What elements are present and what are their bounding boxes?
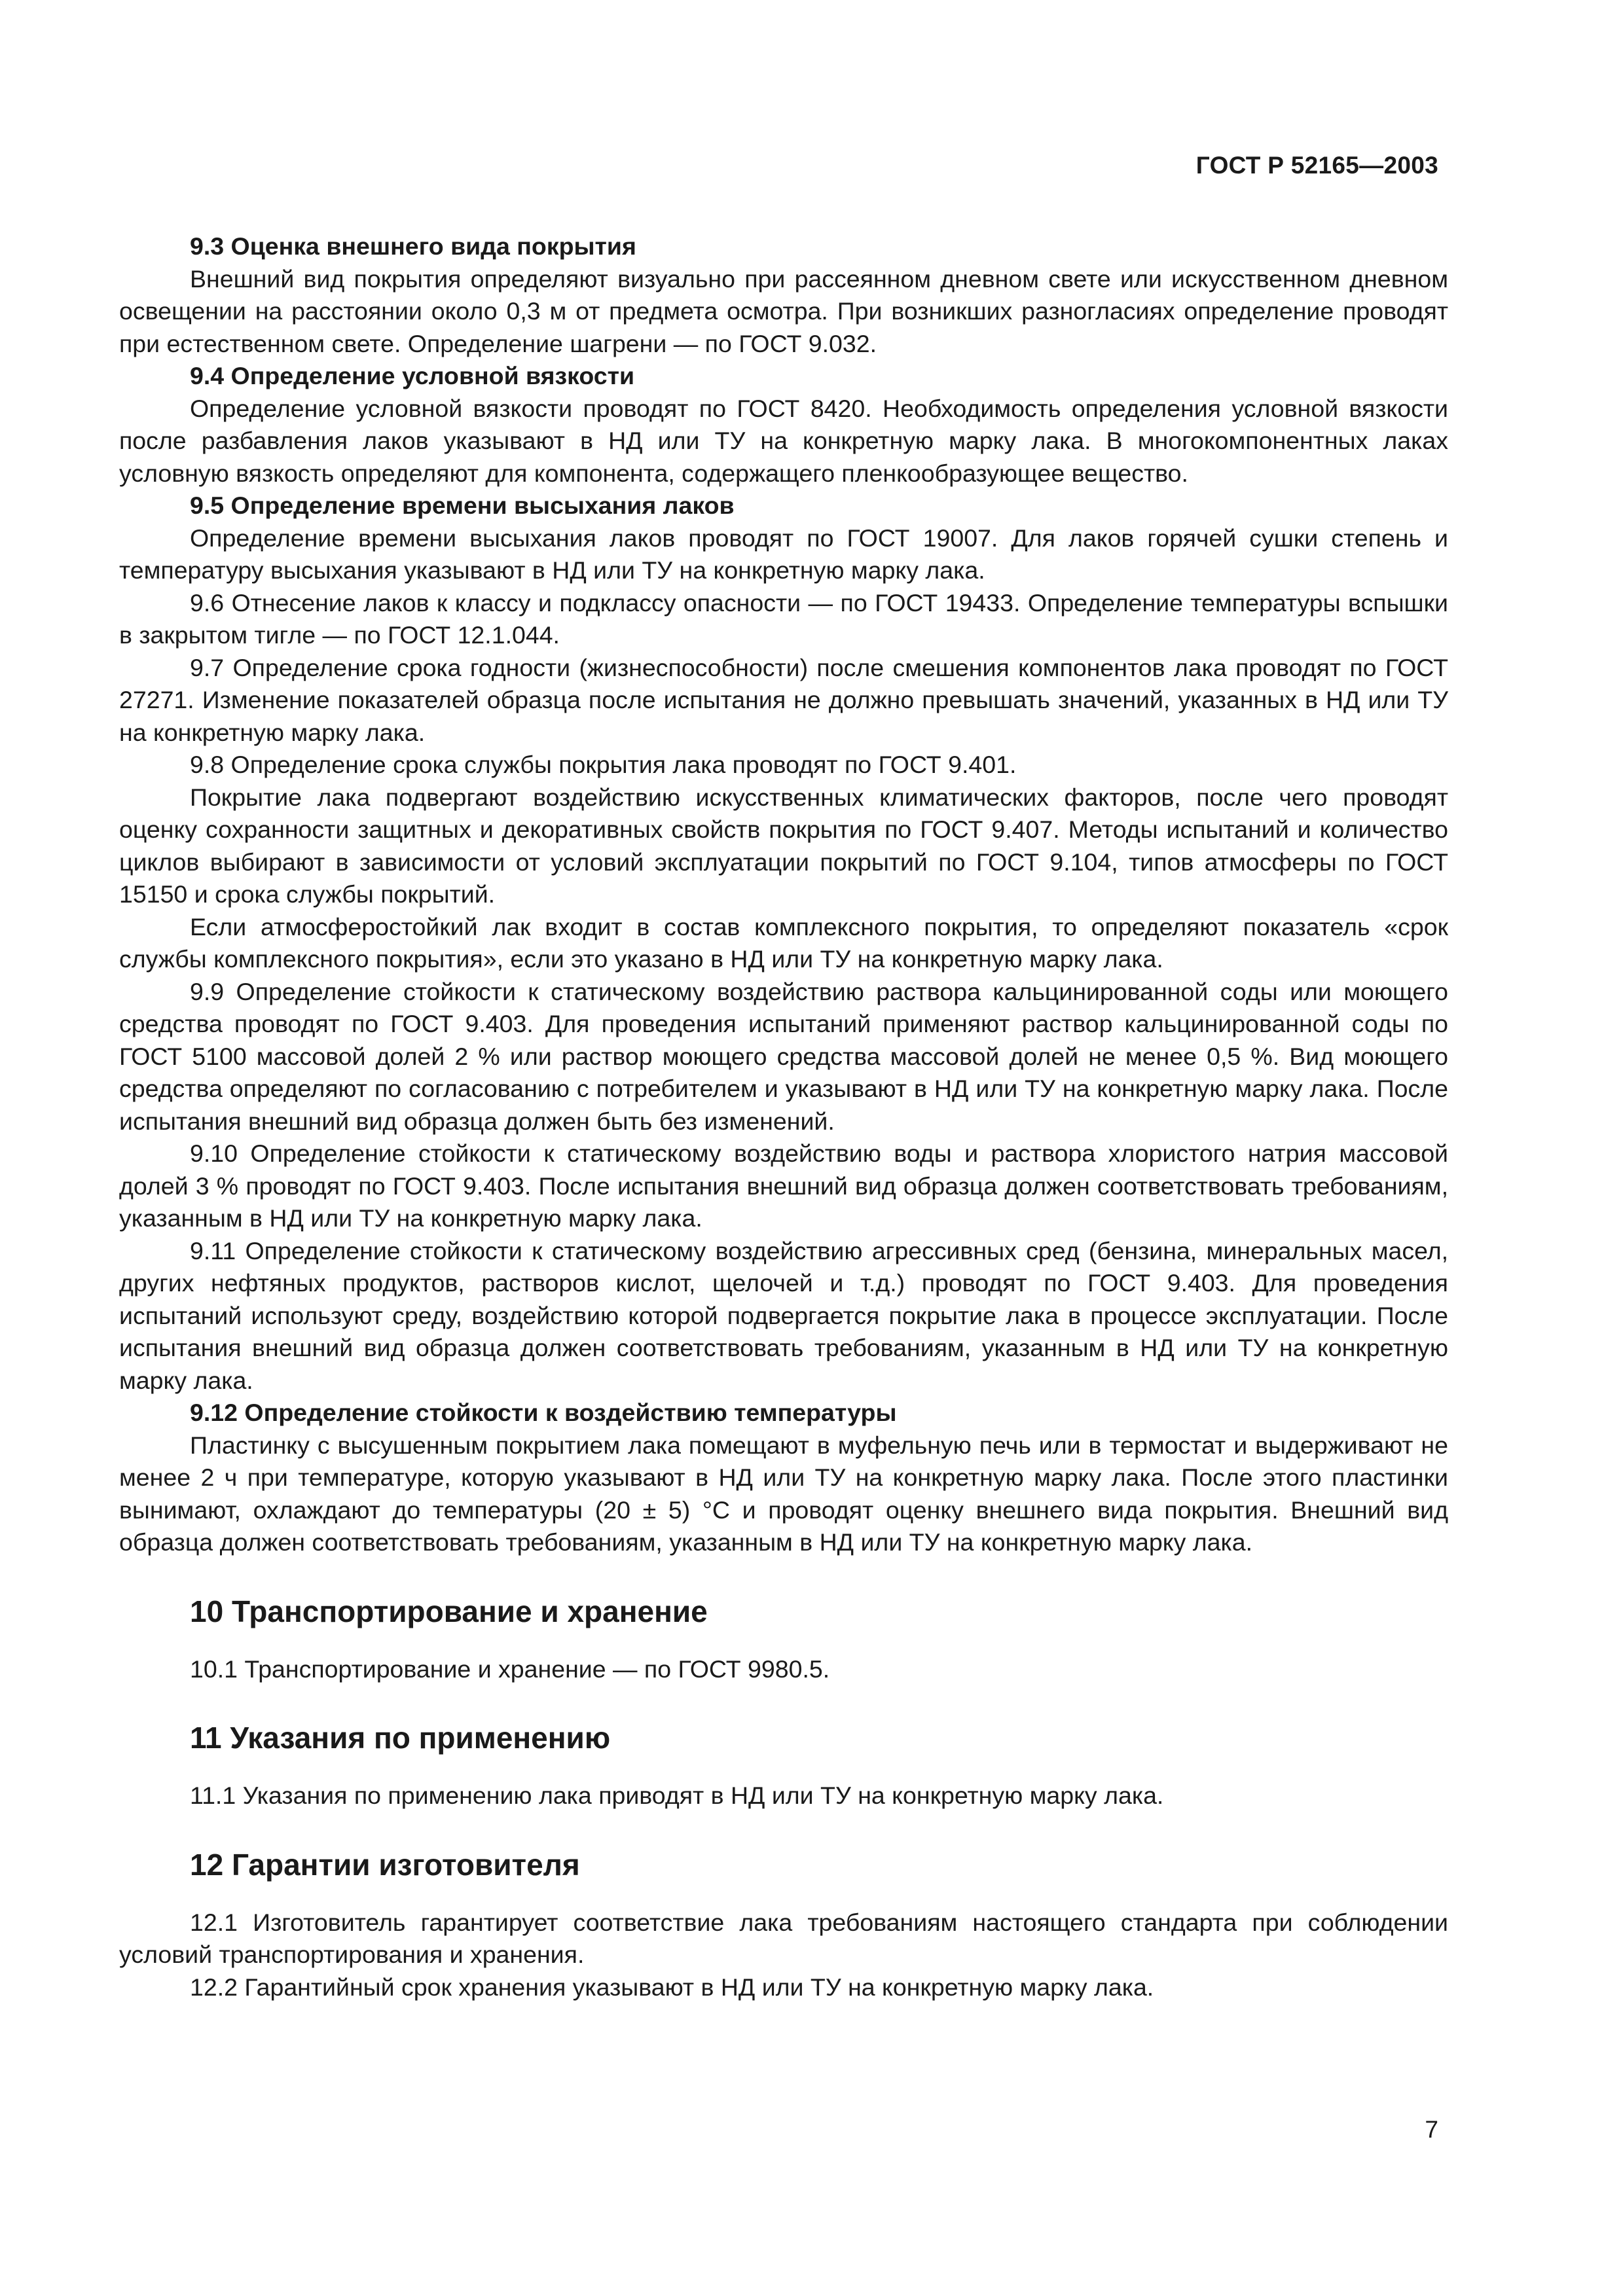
- paragraph-9-3: Внешний вид покрытия определяют визуально при рассеянном дневном свете или искусственном дневном освещении на расстоянии около 0,3 м от предмета осмотра. При возникших разногласиях определение проводят при естественном свете. Определение шагрени — по ГОСТ 9.032.: [119, 264, 1448, 357]
- paragraph-12-2: 12.2 Гарантийный срок хранения указывают в НД или ТУ на конкретную марку лака.: [190, 1973, 1154, 2001]
- document-body: [119, 230, 1448, 2003]
- section-heading-10: 10 Транспортирование и хранение: [190, 1594, 708, 1628]
- document-code: ГОСТ Р 52165—2003: [1195, 152, 1438, 179]
- paragraph-9-10: 9.10 Определение стойкости к статическому воздействию воды и раствора хлористого натрия массовой долей 3 % проводят по ГОСТ 9.403. После испытания внешний вид образца должен соответствовать требованиям, указанным в НД или ТУ на конкретную марку лака.: [119, 1139, 1448, 1232]
- paragraph-9-8-details: Покрытие лака подвергают воздействию искусственных климатических факторов, после чего проводят оценку сохранности защитных и декоративных свойств покрытия по ГОСТ 9.407. Методы испытаний и количество циклов выбирают в зависимости от условий эксплуатации покрытий по ГОСТ 9.104, типов атмосферы по ГОСТ 15150 и срока службы покрытий.: [119, 783, 1448, 908]
- paragraph-10-1: 10.1 Транспортирование и хранение — по ГОСТ 9980.5.: [190, 1655, 830, 1683]
- section-heading-12: 12 Гарантии изготовителя: [190, 1847, 580, 1882]
- paragraph-12-1: 12.1 Изготовитель гарантирует соответствие лака требованиям настоящего стандарта при соблюдении условий транспортирования и хранения.: [119, 1908, 1448, 1968]
- paragraph-9-11: 9.11 Определение стойкости к статическому воздействию агрессивных сред (бензина, минеральных масел, других нефтяных продуктов, растворов кислот, щелочей и т.д.) проводят по ГОСТ 9.403. Для проведения испытаний используют среду, воздействию которой подвергается покрытие лака в процессе эксплуатации. После испытания внешний вид образца должен соответствовать требованиям, указанным в НД или ТУ на конкретную марку лака.: [119, 1236, 1448, 1394]
- paragraph-9-8: 9.8 Определение срока службы покрытия лака проводят по ГОСТ 9.401.: [190, 751, 1017, 778]
- paragraph-9-12: Пластинку с высушенным покрытием лака помещают в муфельную печь или в термостат и выдерживают не менее 2 ч при температуре, которую указывают в НД или ТУ на конкретную марку лака. После этого пластинки вынимают, охлаждают до температуры (20 ± 5) °С и проводят оценку внешнего вида покрытия. Внешний вид образца должен соответствовать требованиям, указанным в НД или ТУ на конкретную марку лака.: [119, 1431, 1448, 1556]
- paragraph-9-5: Определение времени высыхания лаков проводят по ГОСТ 19007. Для лаков горячей сушки степень и температуру высыхания указывают в НД или ТУ на конкретную марку лака.: [119, 524, 1448, 584]
- paragraph-9-4: Определение условной вязкости проводят по ГОСТ 8420. Необходимость определения условной вязкости после разбавления лаков указывают в НД или ТУ на конкретную марку лака. В многокомпонентных лаках условную вязкость определяют для компонента, содержащего пленкообразующее вещество.: [119, 394, 1448, 487]
- page-number: 7: [1425, 2116, 1438, 2143]
- paragraph-9-6: 9.6 Отнесение лаков к классу и подклассу опасности — по ГОСТ 19433. Определение температуры вспышки в закрытом тигле — по ГОСТ 12.1.044.: [119, 588, 1448, 649]
- heading-9-3: 9.3 Оценка внешнего вида покрытия: [190, 232, 636, 260]
- heading-9-4: 9.4 Определение условной вязкости: [190, 362, 635, 389]
- paragraph-9-9: 9.9 Определение стойкости к статическому воздействию раствора кальцинированной соды или моющего средства проводят по ГОСТ 9.403. Для проведения испытаний применяют раствор кальцинированной соды по ГОСТ 5100 массовой долей 2 % или раствор моющего средства массовой долей не менее 0,5 %. Вид моющего средства определяют по согласованию с потребителем и указывают в НД или ТУ на конкретную марку лака. После испытания внешний вид образца должен быть без изменений.: [119, 977, 1448, 1135]
- paragraph-9-7: 9.7 Определение срока годности (жизнеспособности) после смешения компонентов лака проводят по ГОСТ 27271. Изменение показателей образца после испытания не должно превышать значений, указанных в НД или ТУ на конкретную марку лака.: [119, 653, 1448, 746]
- paragraph-11-1: 11.1 Указания по применению лака приводят в НД или ТУ на конкретную марку лака.: [190, 1782, 1164, 1809]
- section-heading-11: 11 Указания по применению: [190, 1721, 611, 1755]
- heading-9-12: 9.12 Определение стойкости к воздействию температуры: [190, 1399, 897, 1426]
- paragraph-9-8-complex: Если атмосферостойкий лак входит в состав комплексного покрытия, то определяют показатель «срок службы комплексного покрытия», если это указано в НД или ТУ на конкретную марку лака.: [119, 912, 1448, 973]
- heading-9-5: 9.5 Определение времени высыхания лаков: [190, 492, 735, 519]
